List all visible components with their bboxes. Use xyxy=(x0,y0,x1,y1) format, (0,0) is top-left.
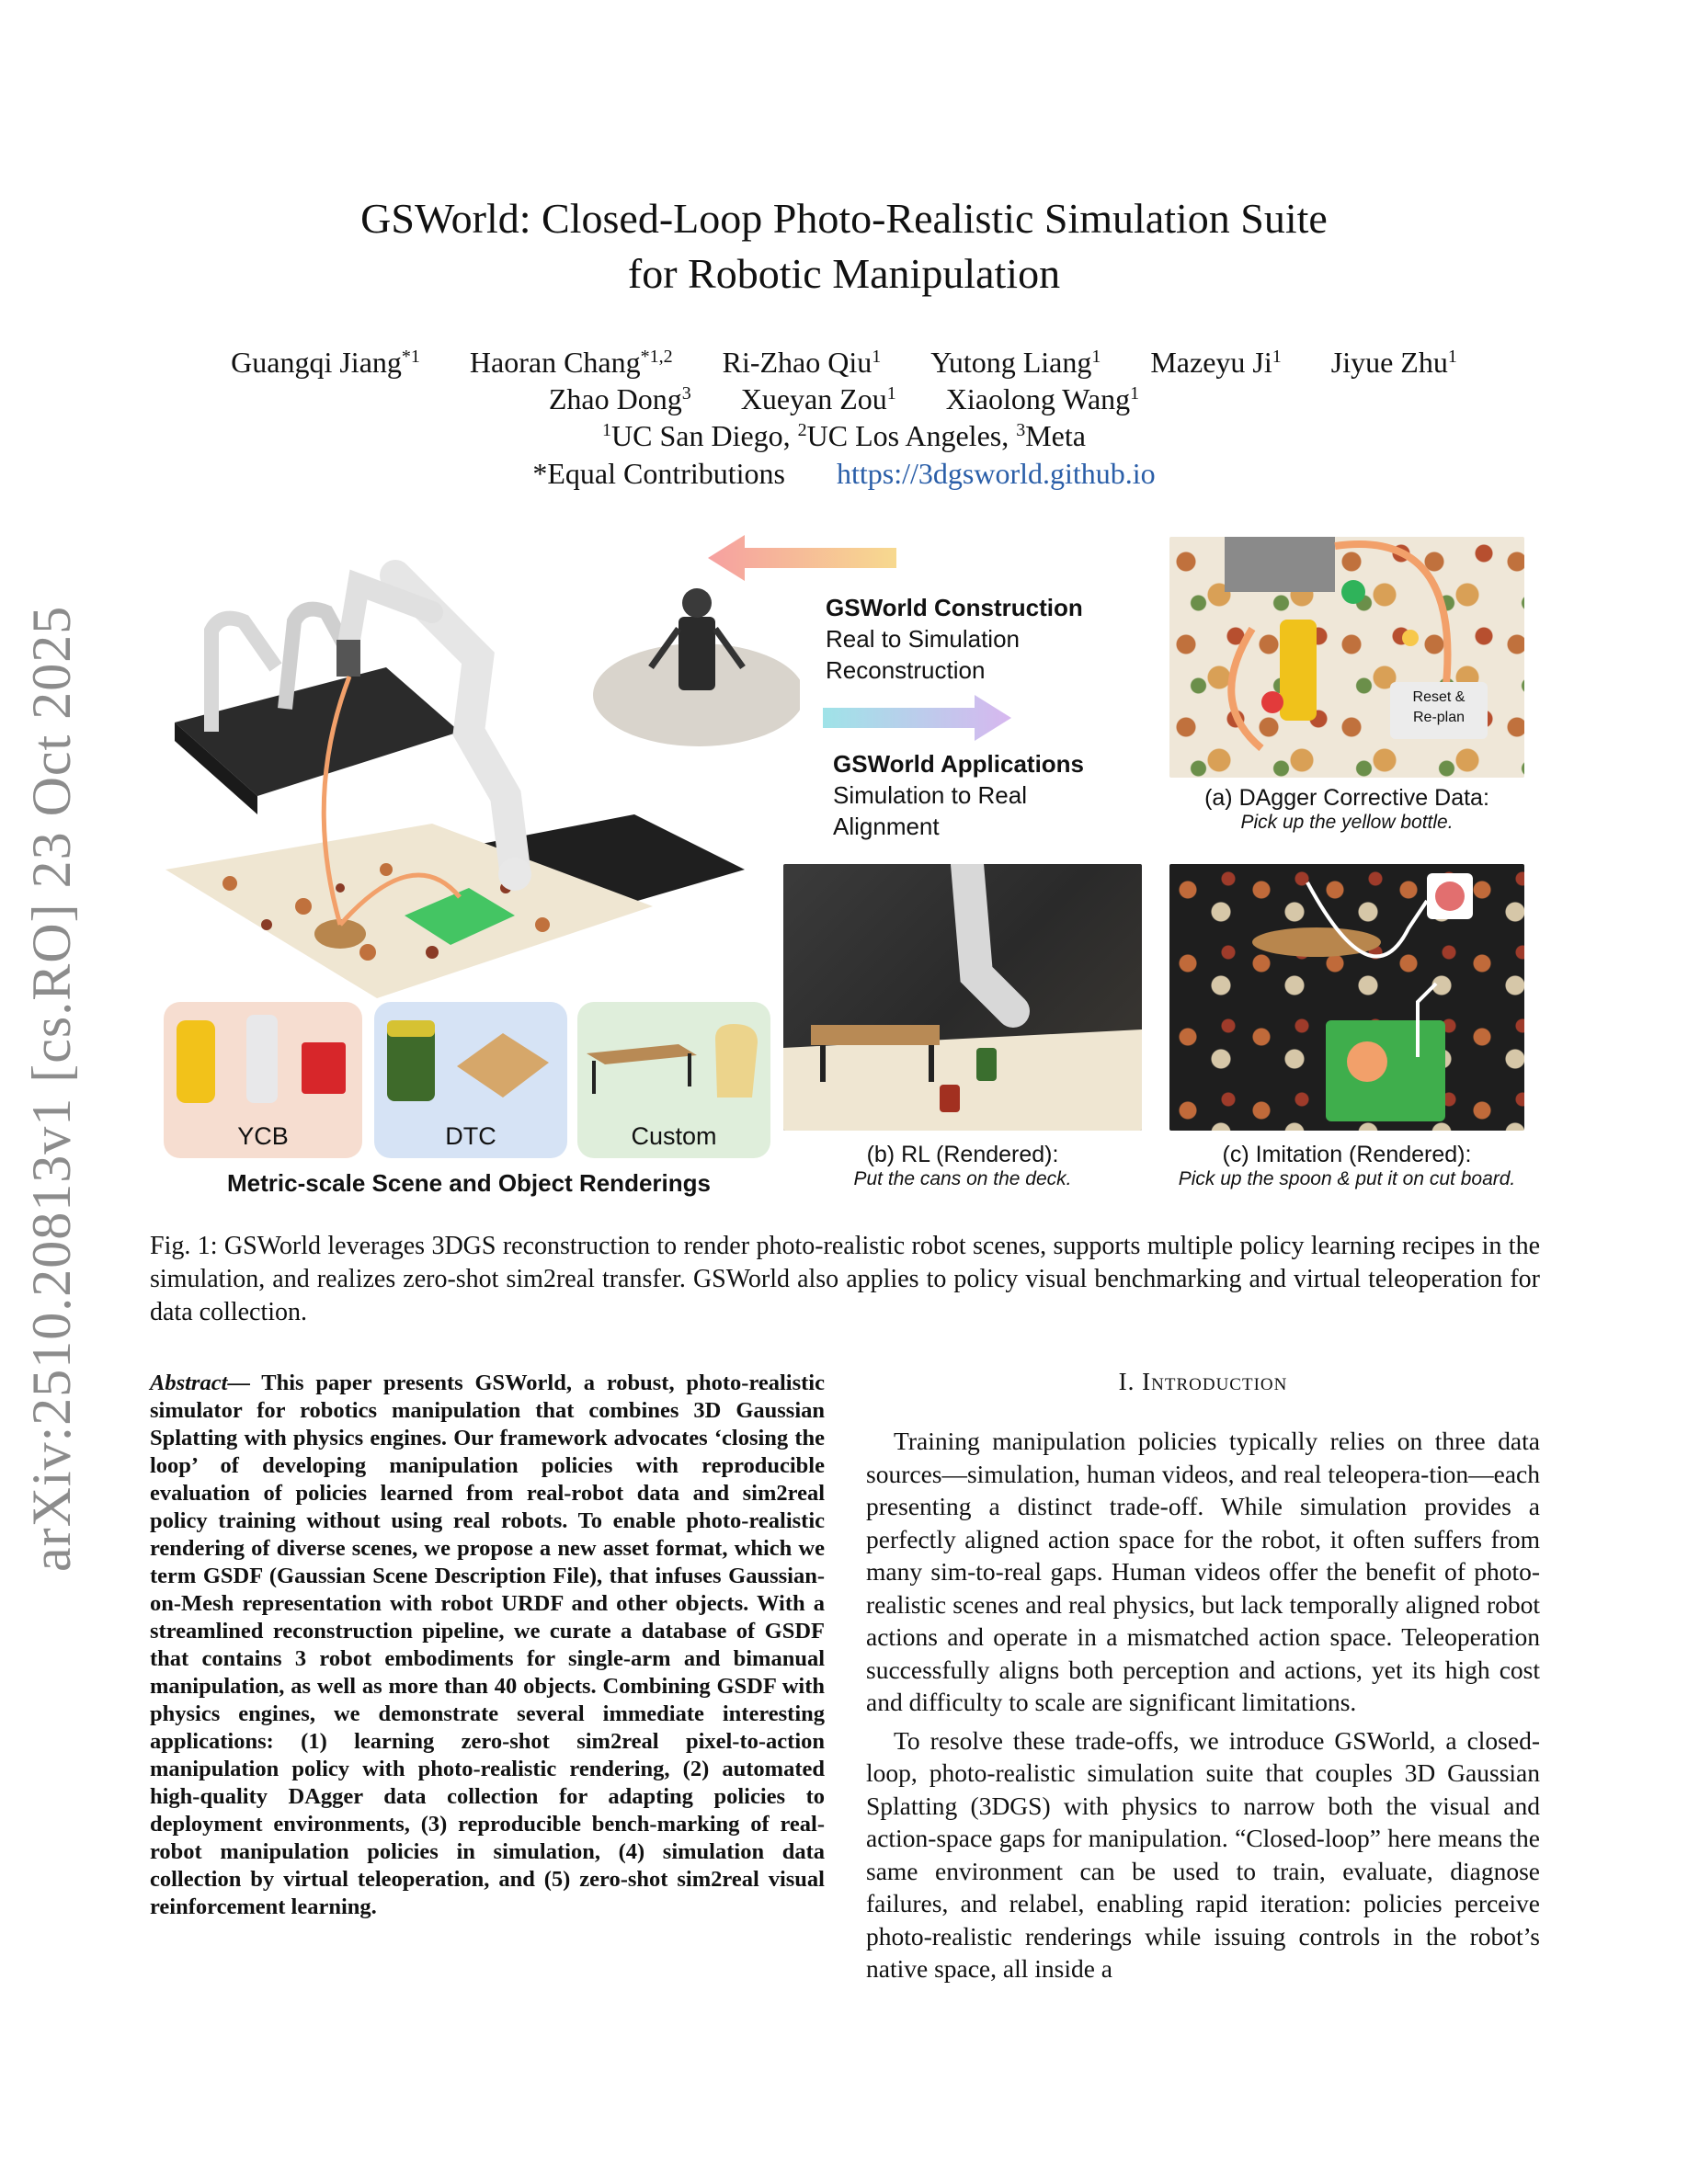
section-heading-introduction: I. Introduction xyxy=(1118,1368,1288,1395)
introduction-body xyxy=(866,1425,1540,1991)
contributions-line xyxy=(0,455,1688,492)
ycb-objects xyxy=(164,1002,362,1121)
arxiv-identifier-stamp: arXiv:2510.20813v1 [cs.RO] 23 Oct 2025 xyxy=(21,605,82,1572)
project-url-link[interactable]: https://3dgsworld.github.io xyxy=(836,457,1156,490)
custom-objects xyxy=(577,1002,770,1121)
author: Zhao Dong$^3$ xyxy=(548,382,691,415)
author: Jiyue Zhu$^1$ xyxy=(1330,346,1457,379)
author: Mazeyu Ji$^1$ xyxy=(1150,346,1282,379)
figure-caption: Fig. 1: GSWorld leverages 3DGS reconstruction to render photo-realistic robot scenes, supports multiple policy learning recipes in the simulation, and realizes zero-shot sim2real transfer. GSWorld also applies to policy visual benchmarking and virtual teleoperation for data collection. xyxy=(150,1232,1540,1326)
intro-paragraph-1: Training manipulation policies typically relies on three data sources—simulation, human videos, and real teleopera-tion—each presenting a distinct trade-off. While simulation provides a perfectly aligned action space for the robot, it often suffers from many sim-to-real gaps. Human videos offer the benefit of photo-realistic scenes and real physics, but lack temporally aligned robot actions and operate in a mismatched action space. Teleoperation successfully aligns both perception and actions, yet its high cost and difficulty to scale are significant limitations. xyxy=(866,1427,1540,1716)
author-row-1 xyxy=(0,344,1688,381)
dagger-overlay xyxy=(1169,537,1524,778)
abstract-lead: Abstract xyxy=(150,1371,228,1395)
ycb-label: YCB xyxy=(237,1122,289,1150)
author: Guangqi Jiang$^{*1}$ xyxy=(231,346,420,379)
intro-paragraph-2: To resolve these trade-offs, we introduce GSWorld, a closed-loop, photo-realistic simulation suite that couples 3D Gaussian Splatting (3DGS) with physics to narrow both the visual and action-space gaps for manipulation. “Closed-loop” here means the same environment can be used to train, evaluate, diagnose failures, and relabel, enabling rapid iteration: policies perceive photo-realistic renderings while issuing controls in the robot’s native space, all inside a xyxy=(866,1725,1540,1983)
equal-contribution-note: *Equal Contributions xyxy=(532,457,785,490)
construction-label: GSWorld Construction Real to Simulation Reconstruction xyxy=(826,594,1083,684)
panel-b-caption: (b) RL (Rendered): Put the cans on the deck. xyxy=(853,1142,1072,1189)
custom-label: Custom xyxy=(631,1122,717,1150)
panel-a-caption: (a) DAgger Corrective Data: Pick up the yellow bottle. xyxy=(1204,785,1489,833)
author: Haoran Chang$^{*1,2}$ xyxy=(469,346,673,379)
applications-arrow xyxy=(823,693,1016,743)
affiliations: $^1$UC San Diego, $^2$UC Los Angeles, $^3$Meta xyxy=(602,419,1086,452)
custom-asset-box xyxy=(577,1002,770,1158)
abstract-body: — This paper presents GSWorld, a robust, photo-realistic simulator for robotics manipulation that combines 3D Gaussian Splatting with physics engines. Our framework advocates ‘closing the loop’ of developing manipulation policies with reproducible evaluation of policies learned from real-robot data and sim2real policy training without using real robots. To enable photo-realistic rendering of diverse scenes, we propose a new asset format, which we term GSDF (Gaussian Scene Description File), that infuses Gaussian-on-Mesh representation with robot URDF and other objects. With a streamlined reconstruction pipeline, we curate a database of GSDF that contains 3 robot embodiments for single-arm and bimanual manipulation, as well as more than 40 objects. Combining GSDF with physics engines, we demonstrate several immediate interesting applications: (1) learning zero-shot sim2real pixel-to-action manipulation policy with photo-realistic rendering, (2) automated high-quality DAgger data collection for adapting policies to deployment environments, (3) reproducible bench-marking of real-robot manipulation policies in simulation, (4) simulation data collection by virtual teleoperation, and (5) zero-shot sim2real visual reinforcement learning. xyxy=(150,1371,825,1919)
reset-replan-tag: Reset & Re-plan xyxy=(1390,682,1488,739)
author: Yutong Liang$^1$ xyxy=(930,346,1101,379)
paper-title xyxy=(0,191,1688,301)
dtc-objects xyxy=(374,1002,567,1121)
scene-caption: Metric-scale Scene and Object Renderings xyxy=(227,1169,711,1197)
author-row-2 xyxy=(0,381,1688,417)
rl-scene-illustration xyxy=(783,864,1142,1131)
ycb-asset-box xyxy=(164,1002,362,1158)
imitation-panel-image xyxy=(1169,864,1524,1131)
dagger-panel-image xyxy=(1169,537,1524,778)
dtc-label: DTC xyxy=(445,1122,496,1150)
author: Xiaolong Wang$^1$ xyxy=(945,382,1140,415)
imitation-overlay xyxy=(1169,864,1524,1131)
robot-scene-render xyxy=(156,520,800,998)
construction-arrow xyxy=(708,533,901,583)
dtc-asset-box xyxy=(374,1002,567,1158)
author: Ri-Zhao Qiu$^1$ xyxy=(722,346,882,379)
robot-scene-illustration xyxy=(156,520,800,998)
rl-panel-image xyxy=(783,864,1142,1131)
abstract xyxy=(150,1370,825,1921)
title-line-1: GSWorld: Closed-Loop Photo-Realistic Simulation Suite xyxy=(360,195,1328,242)
panel-c-caption: (c) Imitation (Rendered): Pick up the spoon & put it on cut board. xyxy=(1178,1142,1516,1189)
title-line-2: for Robotic Manipulation xyxy=(627,250,1061,297)
figure-1 xyxy=(147,511,1545,1210)
author: Xueyan Zou$^1$ xyxy=(740,382,896,415)
applications-label: GSWorld Applications Simulation to Real Alignment xyxy=(833,750,1085,840)
